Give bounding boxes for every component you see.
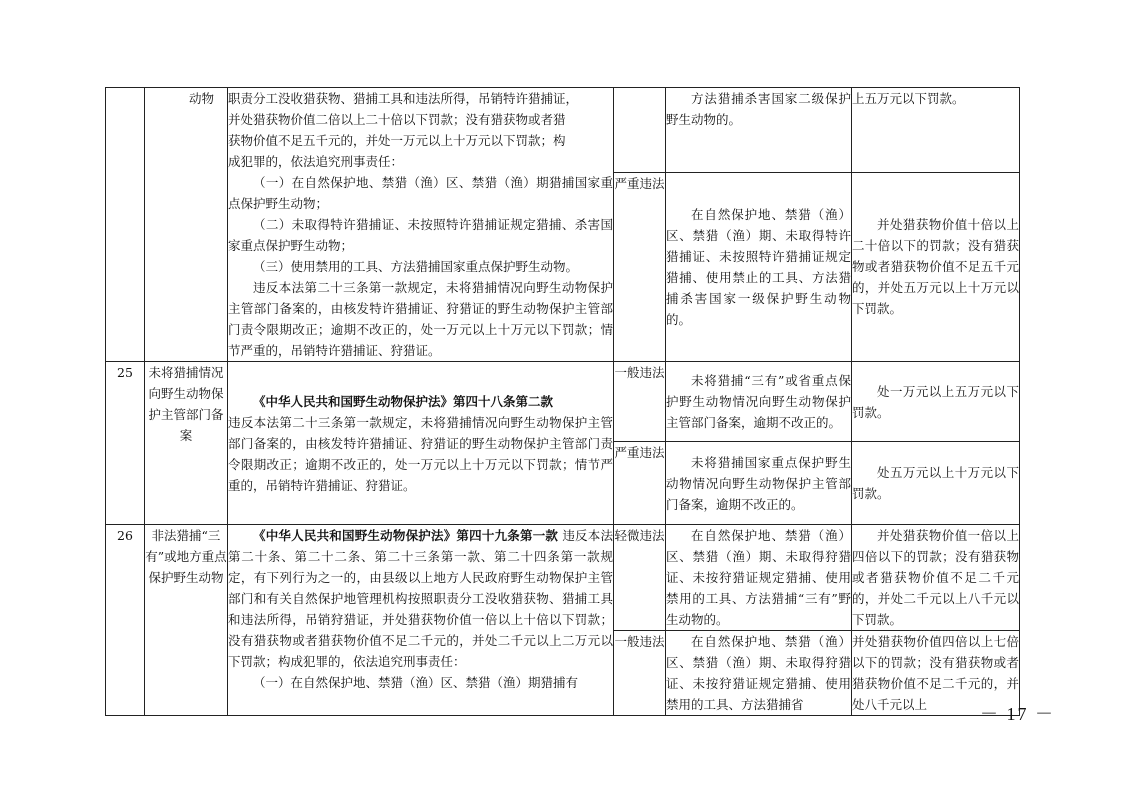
legal-basis xyxy=(228,88,614,362)
legal-basis xyxy=(228,525,614,716)
penalty-text: 并处猎获物价值四倍以上七倍以下的罚款；没有猎获物或者猎获物价值不足二千元的，并处八千元以上 xyxy=(852,634,1019,712)
basis-title: 《中华人民共和国野生动物保护法》第四十八条第二款 xyxy=(253,393,554,409)
basis-item: （二）未取得特许猎捕证、未按照特许猎捕证规定猎捕、杀害国家重点保护野生动物； xyxy=(228,217,613,253)
basis-line: 成犯罪的，依法追究刑事责任： xyxy=(228,154,404,169)
table-row xyxy=(106,88,1020,173)
description-text: 未将猎捕国家重点保护野生动物情况向野生动物保护主管部门备案，逾期不改正的。 xyxy=(666,454,851,512)
item-name: 未将猎捕情况向野生动物保护主管部门备案 xyxy=(145,362,228,525)
penalty-standard xyxy=(852,525,1020,631)
basis-text: 违反本法第二十三条第一款规定，未将猎捕情况向野生动物保护主管部门备案的，由核发特许猎捕证、狩猎证的野生动物保护主管部门责令限期改正；逾期不改正的，处一万元以上十万元以下罚款；情节严重的，吊销特许猎捕证、狩猎证。 xyxy=(228,280,613,358)
violation-description xyxy=(666,172,852,361)
description-text: 方法猎捕杀害国家二级保护野生动物的。 xyxy=(666,91,851,127)
penalty-text: 上五万元以下罚款。 xyxy=(852,91,965,106)
basis-item: （三）使用禁用的工具、方法猎捕国家重点保护野生动物。 xyxy=(253,259,579,274)
basis-item: （一）在自然保护地、禁猎（渔）区、禁猎（渔）期猎捕国家重点保护野生动物； xyxy=(228,175,613,211)
penalty-text: 并处猎获物价值十倍以上二十倍以下的罚款；没有猎获物或者猎获物价值不足五千元的，并处五万元以上十万元以下罚款。 xyxy=(852,217,1019,317)
description-text: 在自然保护地、禁猎（渔）区、禁猎（渔）期、未取得狩猎证、未按狩猎证规定猎捕、使用禁用的工具、方法猎捕“三有”野生动物的。 xyxy=(666,528,851,627)
violation-description xyxy=(666,442,852,525)
table-row xyxy=(106,362,1020,442)
row-number: 26 xyxy=(106,525,145,716)
penalty-standard xyxy=(852,442,1020,525)
violation-level: 严重违法 xyxy=(614,442,666,525)
penalty-table xyxy=(105,87,1020,716)
basis-text: 违反本法第二十条、第二十二条、第二十三条第一款、第二十四条第一款规定，有下列行为之一的，由县级以上地方人民政府野生动物保护主管部门和有关自然保护地管理机构按照职责分工没收猎获物、猎捕工具和违法所得，吊销狩猎证，并处猎获物价值一倍以上十倍以下罚款；没有猎获物或者猎获物价值不足二千元的，并处二千元以上二万元以下罚款；构成犯罪的，依法追究刑事责任： xyxy=(228,528,613,669)
description-text: 未将猎捕“三有”或省重点保护野生动物情况向野生动物保护主管部门备案，逾期不改正的。 xyxy=(666,373,851,430)
page-number: － 17 － xyxy=(980,704,1055,724)
basis-title: 《中华人民共和国野生动物保护法》第四十九条第一款 xyxy=(253,528,559,543)
violation-description xyxy=(666,525,852,631)
penalty-standard xyxy=(852,88,1020,173)
penalty-text: 处五万元以上十万元以下罚款。 xyxy=(852,465,1019,501)
basis-line: 获物价值不足五千元的，并处一万元以上十万元以下罚款；构 xyxy=(228,133,566,148)
penalty-standard xyxy=(852,362,1020,442)
violation-level: 一般违法 xyxy=(614,362,666,442)
table-row xyxy=(106,525,1020,631)
legal-basis xyxy=(228,362,614,525)
basis-line: 并处猎获物价值二倍以上二十倍以下罚款；没有猎获物或者猎 xyxy=(228,112,566,127)
basis-line: 职责分工没收猎获物、猎捕工具和违法所得，吊销特许猎捕证， xyxy=(228,91,579,106)
item-name: 非法猎捕“三有”或地方重点保护野生动物 xyxy=(145,525,228,716)
violation-description xyxy=(666,631,852,716)
item-name: 动物 xyxy=(145,88,228,362)
basis-item: （一）在自然保护地、禁猎（渔）区、禁猎（渔）期猎捕有 xyxy=(253,675,579,690)
row-number: 25 xyxy=(106,362,145,525)
violation-level: 轻微违法 xyxy=(614,525,666,631)
penalty-standard xyxy=(852,172,1020,361)
penalty-text: 并处猎获物价值一倍以上四倍以下的罚款；没有猎获物或者猎获物价值不足二千元的，并处二千元以上八千元以下罚款。 xyxy=(852,528,1019,627)
description-text: 在自然保护地、禁猎（渔）区、禁猎（渔）期、未取得狩猎证、未按狩猎证规定猎捕、使用禁用的工具、方法猎捕省 xyxy=(666,634,851,712)
basis-paragraph xyxy=(228,525,613,672)
violation-level: 严重违法 xyxy=(614,172,666,361)
penalty-text: 处一万元以上五万元以下罚款。 xyxy=(852,383,1019,420)
violation-level xyxy=(614,88,666,173)
description-text: 在自然保护地、禁猎（渔）区、禁猎（渔）期、未取得特许猎捕证、未按照特许猎捕证规定猎捕、使用禁止的工具、方法猎捕杀害国家一级保护野生动物的。 xyxy=(666,206,851,327)
violation-level: 一般违法 xyxy=(614,631,666,716)
violation-description xyxy=(666,362,852,442)
row-number xyxy=(106,88,145,362)
violation-description xyxy=(666,88,852,173)
basis-text: 违反本法第二十三条第一款规定，未将猎捕情况向野生动物保护主管部门备案的，由核发特许猎捕证、狩猎证的野生动物保护主管部门责令限期改正；逾期不改正的，处一万元以上十万元以下罚款；情节严重的，吊销特许猎捕证、狩猎证。 xyxy=(228,414,613,493)
